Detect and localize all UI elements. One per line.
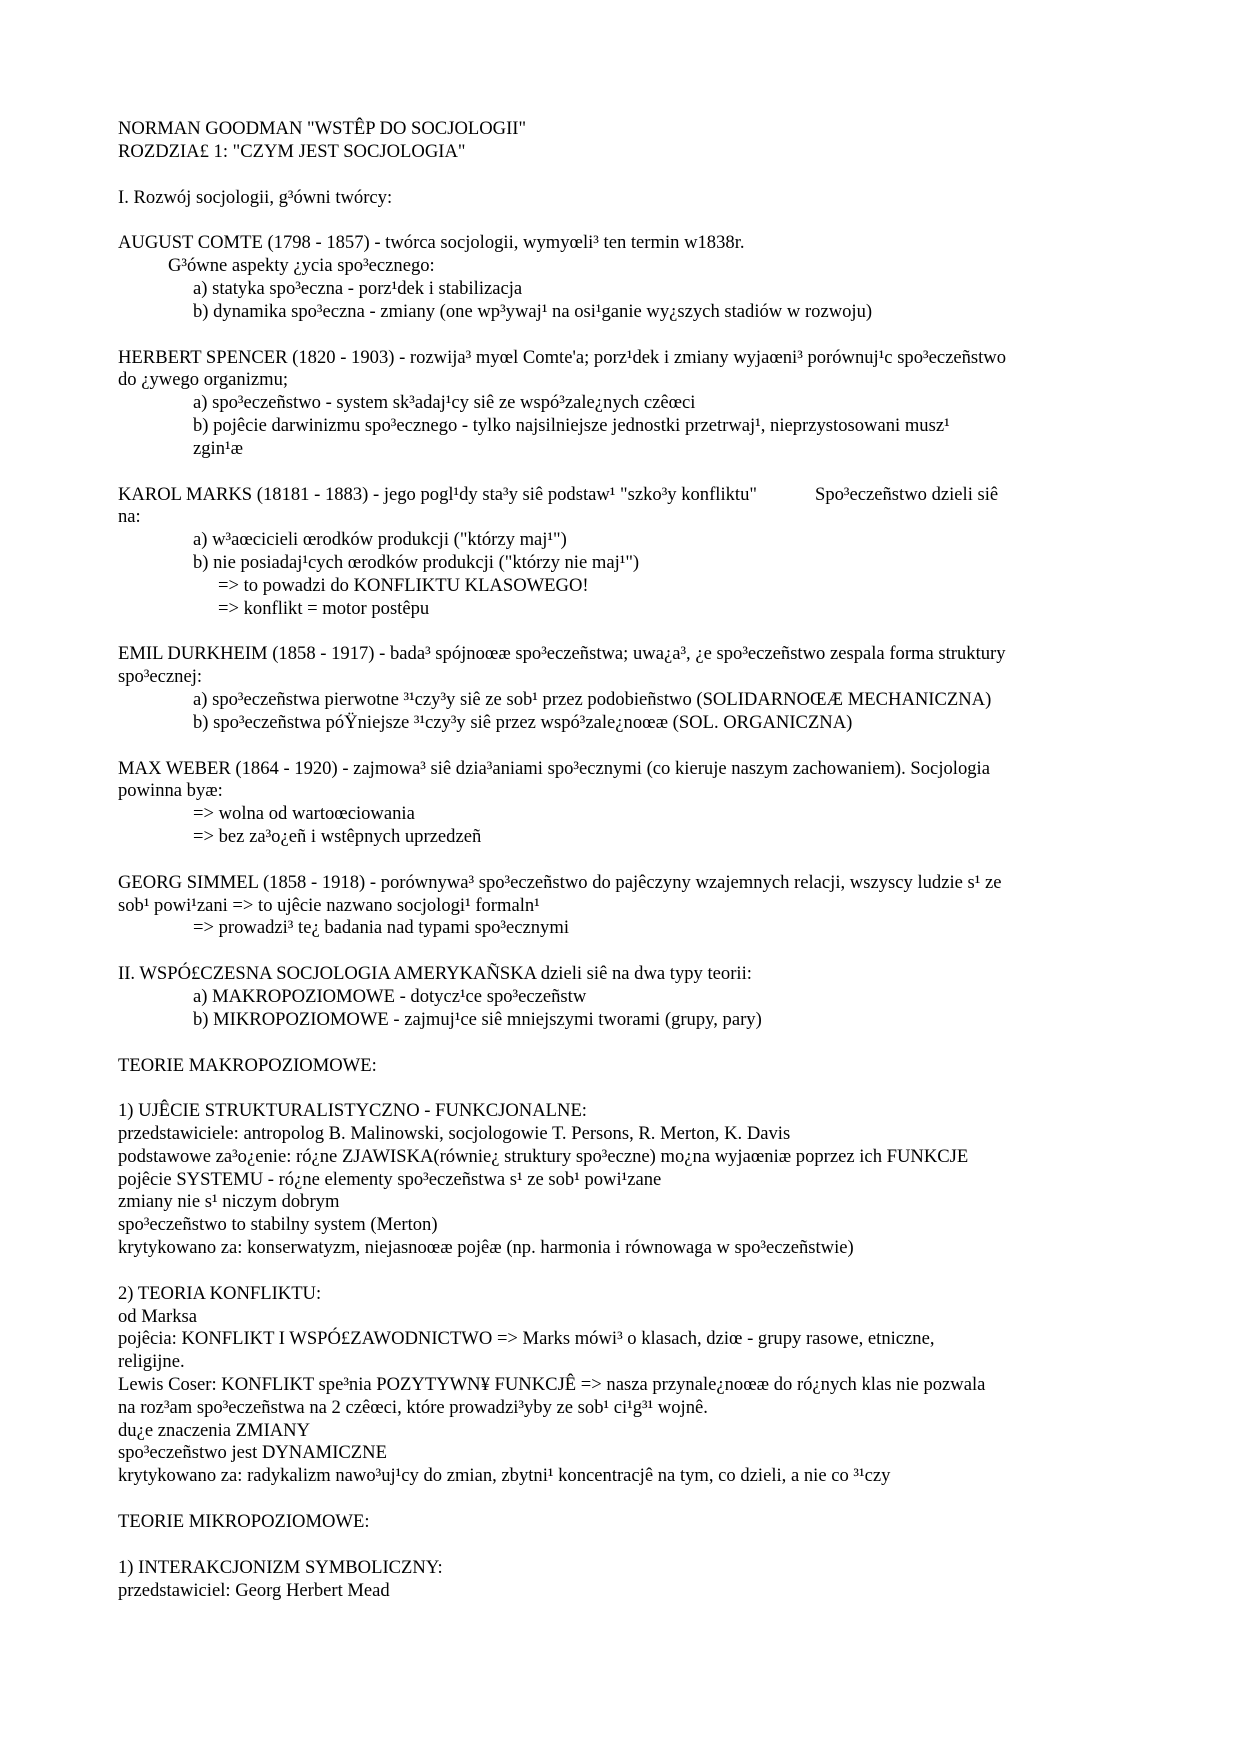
list-item: b) spo³eczeñstwa póŸniejsze ³¹czy³y siê przez wspó³zale¿noœæ (SOL. ORGANICZNA) <box>193 711 853 733</box>
text-line: G³ówne aspekty ¿ycia spo³ecznego: <box>168 255 435 277</box>
text-line: podstawowe za³o¿enie: ró¿ne ZJAWISKA(równie¿ struktury spo³eczne) mo¿na wyjaœniæ poprzez ich FUNKCJE <box>118 1145 969 1167</box>
theory-title: 1) INTERAKCJONIZM SYMBOLICZNY: <box>118 1556 443 1578</box>
text-line: na: <box>118 506 141 528</box>
arrow-item: => prowadzi³ te¿ badania nad typami spo³ecznymi <box>193 917 569 939</box>
paragraph-comte: AUGUST COMTE (1798 - 1857) - twórca socjologii, wymyœli³ ten termin w1838r. <box>118 232 745 254</box>
text-line: na roz³am spo³eczeñstwa na 2 czêœci, które prowadzi³yby ze sob¹ ci¹g³¹ wojnê. <box>118 1396 708 1418</box>
text-line: religijne. <box>118 1351 185 1373</box>
text-line: sob¹ powi¹zani => to ujêcie nazwano socjologi¹ formaln¹ <box>118 894 540 916</box>
arrow-item: => konflikt = motor postêpu <box>218 597 430 619</box>
text-line: zmiany nie s¹ niczym dobrym <box>118 1191 340 1213</box>
document-body <box>118 118 1123 1602</box>
text-line: pojêcia: KONFLIKT I WSPÓ£ZAWODNICTWO => Marks mówi³ o klasach, dziœ - grupy rasowe, etniczne, <box>118 1328 935 1350</box>
list-item: a) w³aœcicieli œrodków produkcji ("którzy maj¹") <box>193 529 567 551</box>
list-item: a) statyka spo³eczna - porz¹dek i stabilizacja <box>193 277 523 299</box>
list-item: b) MIKROPOZIOMOWE - zajmuj¹ce siê mniejszymi tworami (grupy, pary) <box>193 1008 762 1030</box>
list-item: a) MAKROPOZIOMOWE - dotycz¹ce spo³eczeñstw <box>193 985 587 1007</box>
list-item-continuation: zgin¹æ <box>193 437 243 459</box>
text-line: przedstawiciele: antropolog B. Malinowski, socjologowie T. Persons, R. Merton, K. Davis <box>118 1123 791 1145</box>
subsection-heading: TEORIE MAKROPOZIOMOWE: <box>118 1054 377 1076</box>
arrow-item: => to powadzi do KONFLIKTU KLASOWEGO! <box>218 574 589 596</box>
arrow-item: => wolna od wartoœciowania <box>193 803 415 825</box>
section-heading: II. WSPÓ£CZESNA SOCJOLOGIA AMERYKAÑSKA dzieli siê na dwa typy teorii: <box>118 963 752 985</box>
text-line: du¿e znaczenia ZMIANY <box>118 1419 311 1441</box>
text-line: do ¿ywego organizmu; <box>118 369 289 391</box>
text-line: przedstawiciel: Georg Herbert Mead <box>118 1579 390 1601</box>
text-line: Lewis Coser: KONFLIKT spe³nia POZYTYWN¥ FUNKCJÊ => nasza przynale¿noœæ do ró¿nych klas nie pozwala <box>118 1374 986 1396</box>
list-item: b) nie posiadaj¹cych œrodków produkcji ("którzy nie maj¹") <box>193 551 640 573</box>
paragraph-simmel: GEORG SIMMEL (1858 - 1918) - porównywa³ spo³eczeñstwo do pajêczyny wzajemnych relacji, wszyscy ludzie s¹ ze <box>118 871 1002 893</box>
text-line: krytykowano za: konserwatyzm, niejasnoœæ pojêæ (np. harmonia i równowaga w spo³eczeñstwie) <box>118 1237 854 1259</box>
text-line: krytykowano za: radykalizm nawo³uj¹cy do zmian, zbytni¹ koncentracjê na tym, co dzieli, a nie co ³¹czy <box>118 1465 891 1487</box>
marks-intro: KAROL MARKS (18181 - 1883) - jego pogl¹dy sta³y siê podstaw¹ "szko³y konfliktu" <box>118 483 757 505</box>
paragraph-durkheim: EMIL DURKHEIM (1858 - 1917) - bada³ spójnoœæ spo³eczeñstwa; uwa¿a³, ¿e spo³eczeñstwo zespala forma struktury <box>118 643 1006 665</box>
theory-title: 2) TEORIA KONFLIKTU: <box>118 1282 322 1304</box>
paragraph-spencer: HERBERT SPENCER (1820 - 1903) - rozwija³ myœl Comte'a; porz¹dek i zmiany wyjaœni³ porównuj¹c spo³eczeñstwo <box>118 346 1007 368</box>
document-title: NORMAN GOODMAN "WSTÊP DO SOCJOLOGII" <box>118 118 527 139</box>
list-item: a) spo³eczeñstwa pierwotne ³¹czy³y siê ze sob¹ przez podobieñstwo (SOLIDARNOŒÆ MECHANICZNA) <box>193 688 992 710</box>
marks-intro-right: Spo³eczeñstwo dzieli siê <box>814 483 999 505</box>
chapter-title: ROZDZIA£ 1: "CZYM JEST SOCJOLOGIA" <box>118 140 466 162</box>
list-item: b) dynamika spo³eczna - zmiany (one wp³ywaj¹ na osi¹ganie wy¿szych stadiów w rozwoju) <box>193 300 873 322</box>
text-line: od Marksa <box>118 1305 198 1327</box>
text-line: spo³eczeñstwo to stabilny system (Merton) <box>118 1214 438 1236</box>
paragraph-marks <box>118 484 1123 507</box>
list-item: a) spo³eczeñstwo - system sk³adaj¹cy siê ze wspó³zale¿nych czêœci <box>193 392 696 414</box>
section-heading: I. Rozwój socjologii, g³ówni twórcy: <box>118 186 393 208</box>
text-line: powinna byæ: <box>118 780 223 802</box>
text-line: pojêcie SYSTEMU - ró¿ne elementy spo³eczeñstwa s¹ ze sob¹ powi¹zane <box>118 1168 662 1190</box>
arrow-item: => bez za³o¿eñ i wstêpnych uprzedzeñ <box>193 825 482 847</box>
paragraph-weber: MAX WEBER (1864 - 1920) - zajmowa³ siê dzia³aniami spo³ecznymi (co kieruje naszym zachowaniem). Socjologia <box>118 757 990 779</box>
text-line: spo³eczeñstwo jest DYNAMICZNE <box>118 1442 387 1464</box>
theory-title: 1) UJÊCIE STRUKTURALISTYCZNO - FUNKCJONALNE: <box>118 1100 587 1122</box>
list-item: b) pojêcie darwinizmu spo³ecznego - tylko najsilniejsze jednostki przetrwaj¹, nieprzystosowani musz¹ <box>193 414 950 436</box>
subsection-heading: TEORIE MIKROPOZIOMOWE: <box>118 1511 370 1533</box>
text-line: spo³ecznej: <box>118 666 203 688</box>
